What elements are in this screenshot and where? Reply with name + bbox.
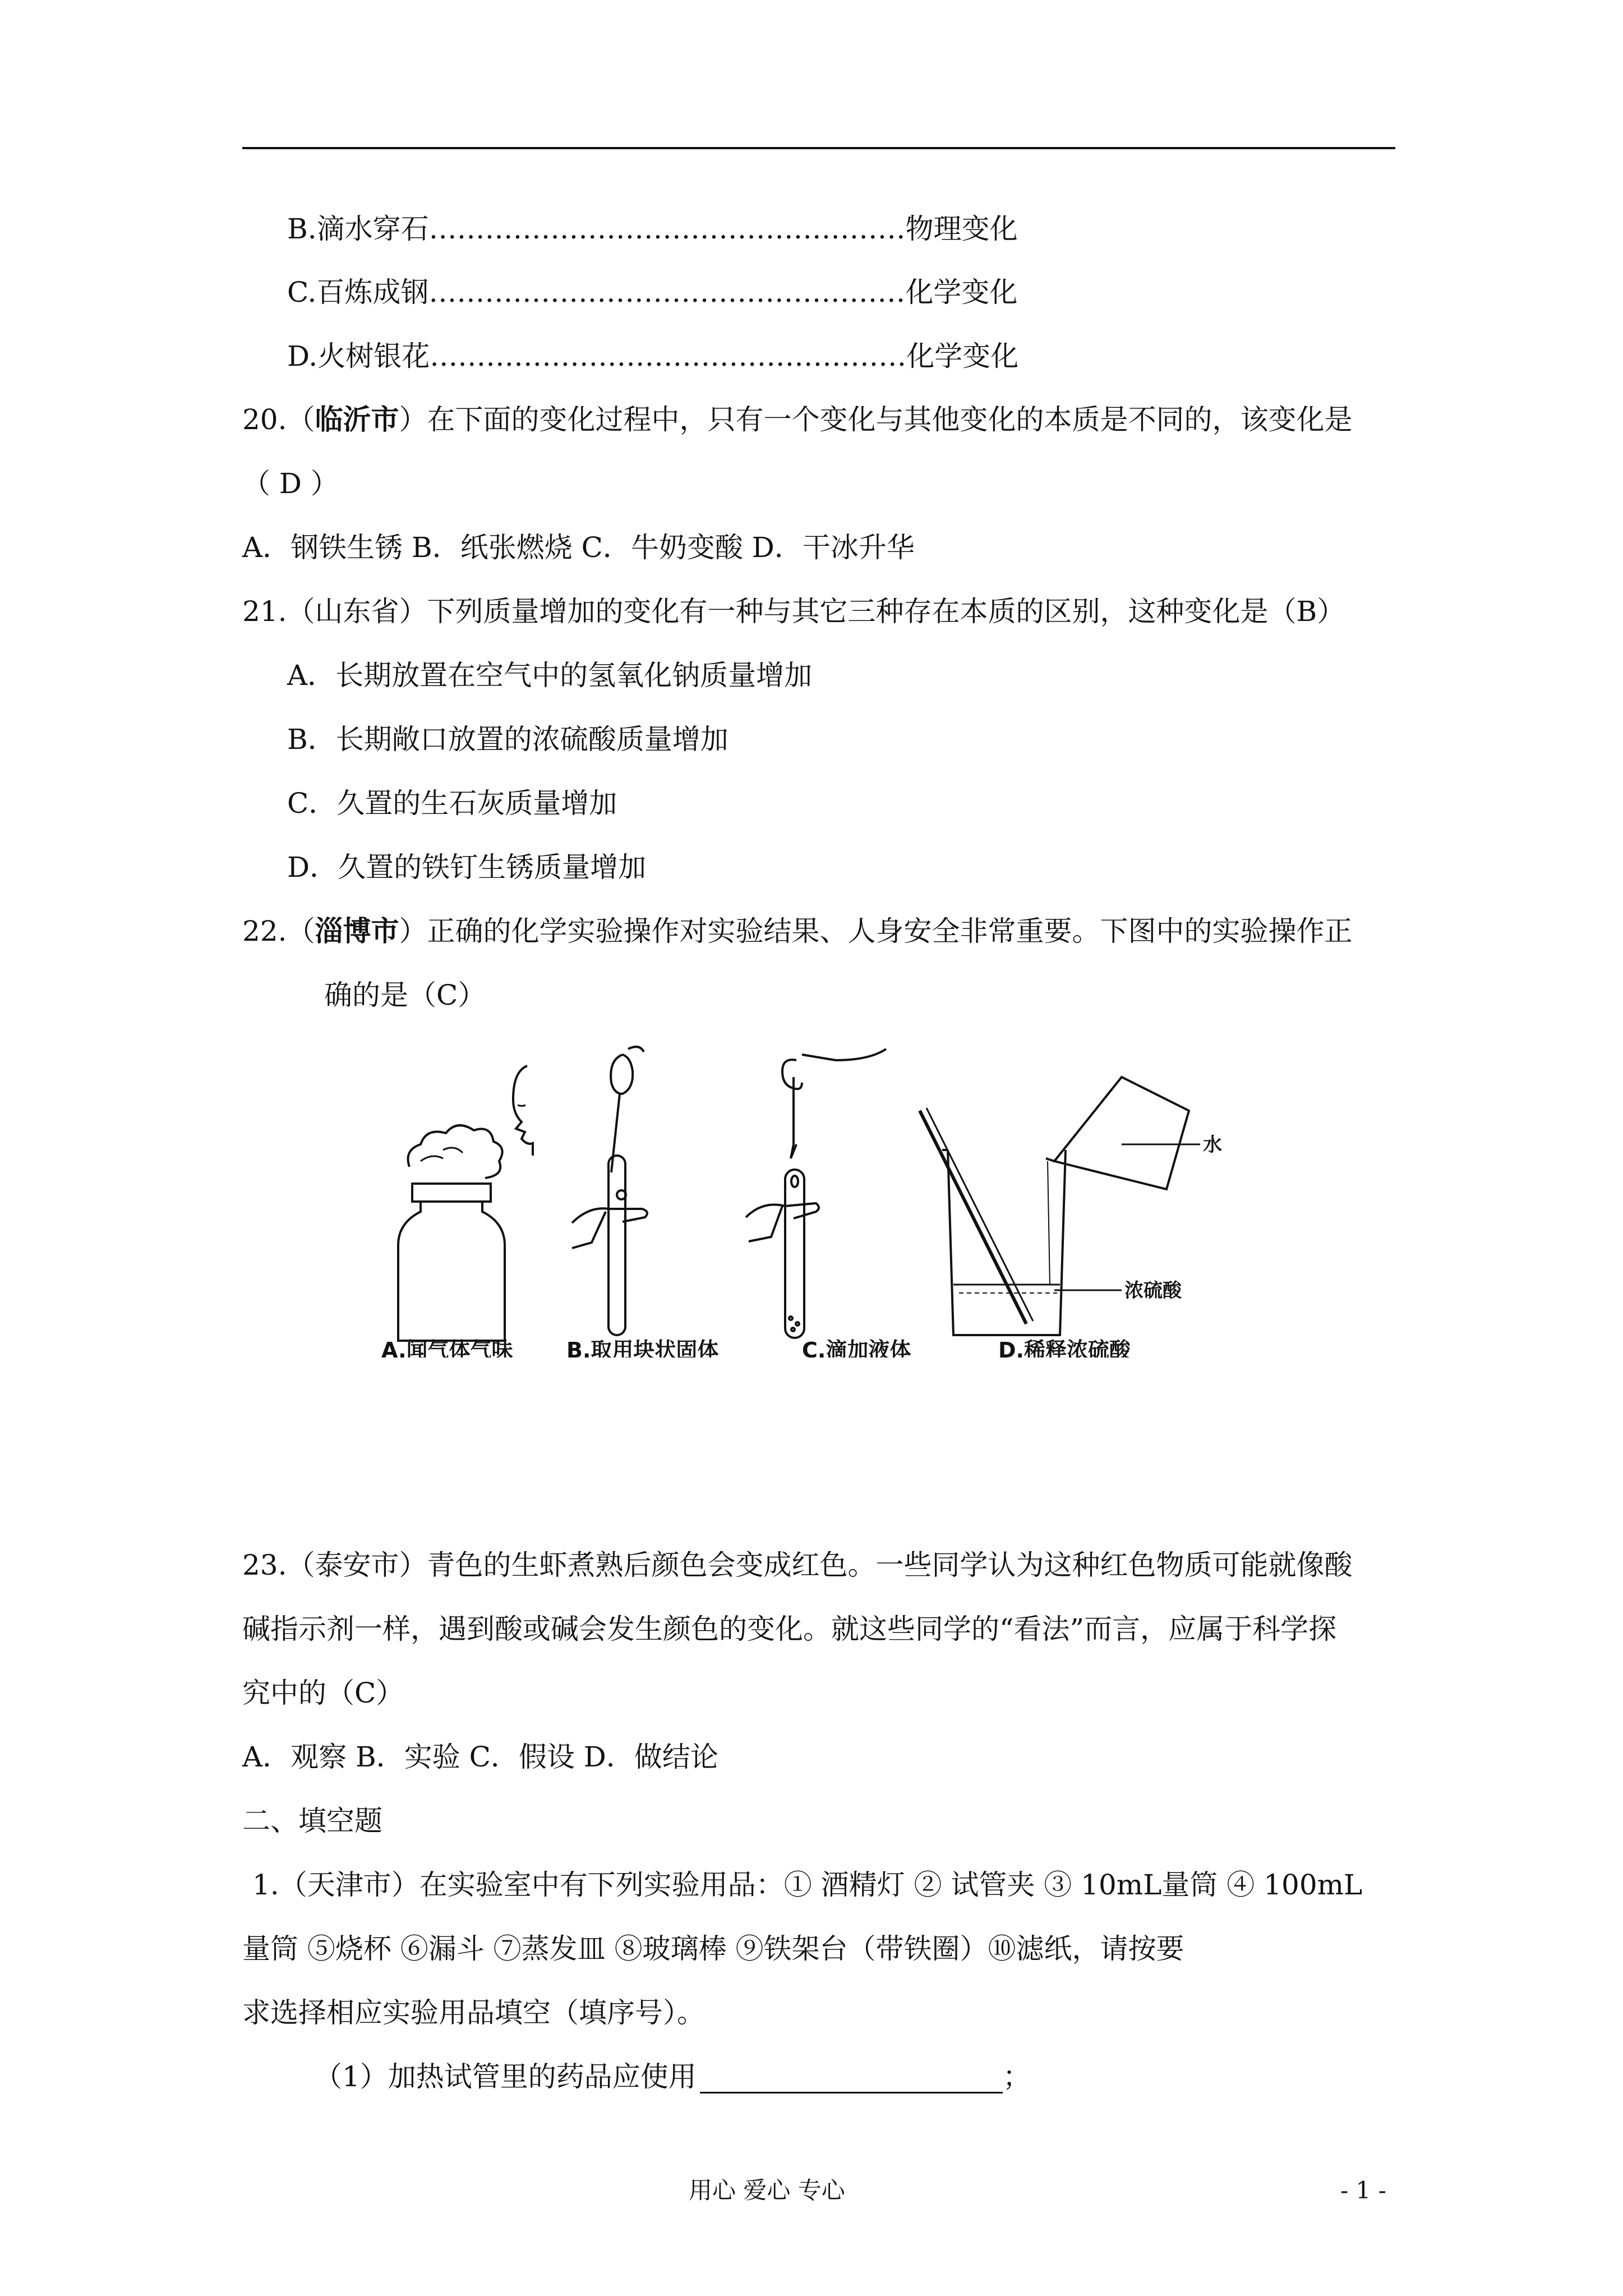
caption-b: B.取用块状固体 [566, 1338, 719, 1358]
question-21-option-c: C．久置的生石灰质量增加 [287, 787, 617, 820]
page-number: - 1 - [1340, 2177, 1386, 2204]
panel-c-drop-liquid [746, 1049, 886, 1338]
question-23-line-1: 23.（泰安市）青色的生虾煮熟后颜色会变成红色。一些同学认为这种红色物质可能就像酸 [242, 1549, 1353, 1581]
label-concentrated-acid: 浓硫酸 [1124, 1280, 1182, 1302]
question-20-answer: （ D ） [242, 467, 339, 500]
question-21-option-b: B．长期敞口放置的浓硫酸质量增加 [287, 723, 728, 756]
answer-blank[interactable] [700, 2065, 1003, 2093]
question-20-text: ）在下面的变化过程中，只有一个变化与其他变化的本质是不同的，该变化是 [399, 403, 1353, 436]
question-23-line-2: 碱指示剂一样，遇到酸或碱会发生颜色的变化。就这些同学的“看法”而言，应属于科学探 [242, 1613, 1337, 1645]
sub-1-text: （1）加热试管里的药品应使用 [314, 2060, 697, 2093]
footer-motto: 用心 爱心 专心 [689, 2177, 845, 2204]
question-22-text: ）正确的化学实验操作对实验结果、人身安全非常重要。下图中的实验操作正 [399, 915, 1353, 947]
section-fill-in-heading: 二、填空题 [242, 1805, 382, 1837]
option-b-19: B.滴水穿石……………………………………………物理变化 [287, 213, 1018, 245]
caption-d: D.稀释浓硫酸 [998, 1338, 1131, 1358]
label-water: 水 [1203, 1134, 1222, 1156]
fill-question-1-sub-1 [314, 2060, 1031, 2093]
fill-question-1-line-2: 量筒 ⑤烧杯 ⑥漏斗 ⑦蒸发皿 ⑧玻璃棒 ⑨铁架台（带铁圈）⑩滤纸，请按要 [242, 1932, 1184, 1965]
question-21-option-d: D．久置的铁钉生锈质量增加 [287, 851, 647, 884]
panel-b-take-solid [572, 1047, 647, 1335]
question-22-source: 淄博市 [315, 914, 399, 947]
lab-operations-illustration [359, 1043, 1267, 1358]
question-22-answer: 确的是（C） [324, 979, 486, 1011]
question-20-number: 20.（ [242, 403, 315, 436]
option-d-19: D.火树银花……………………………………………化学变化 [287, 340, 1019, 372]
question-23-options: A．观察 B．实验 C．假设 D．做结论 [242, 1741, 718, 1773]
fill-question-1-line-1: 1.（天津市）在实验室中有下列实验用品：① 酒精灯 ② 试管夹 ③ 10mL量筒 ④ 100mL [252, 1869, 1363, 1901]
panel-a-smell-gas [398, 1066, 533, 1341]
question-20-options: A．钢铁生锈 B．纸张燃烧 C．牛奶变酸 D．干冰升华 [242, 531, 915, 564]
question-21: 21.（山东省）下列质量增加的变化有一种与其它三种存在本质的区别，这种变化是（B） [242, 595, 1345, 628]
fill-question-1-line-3: 求选择相应实验用品填空（填序号）。 [242, 1996, 705, 2029]
question-21-option-a: A．长期放置在空气中的氢氧化钠质量增加 [287, 659, 813, 692]
question-22 [242, 914, 1353, 948]
question-23-line-3: 究中的（C） [242, 1677, 404, 1709]
question-20 [242, 403, 1353, 436]
sub-1-end: ； [1002, 2060, 1031, 2093]
lab-operations-figure [359, 1043, 1267, 1358]
question-20-source: 临沂市 [315, 403, 399, 436]
option-c-19: C.百炼成钢……………………………………………化学变化 [287, 276, 1018, 309]
caption-a: A.闻气体气味 [381, 1338, 513, 1358]
question-22-number: 22.（ [242, 915, 315, 947]
caption-c: C.滴加液体 [802, 1338, 911, 1358]
header-rule [242, 147, 1395, 149]
